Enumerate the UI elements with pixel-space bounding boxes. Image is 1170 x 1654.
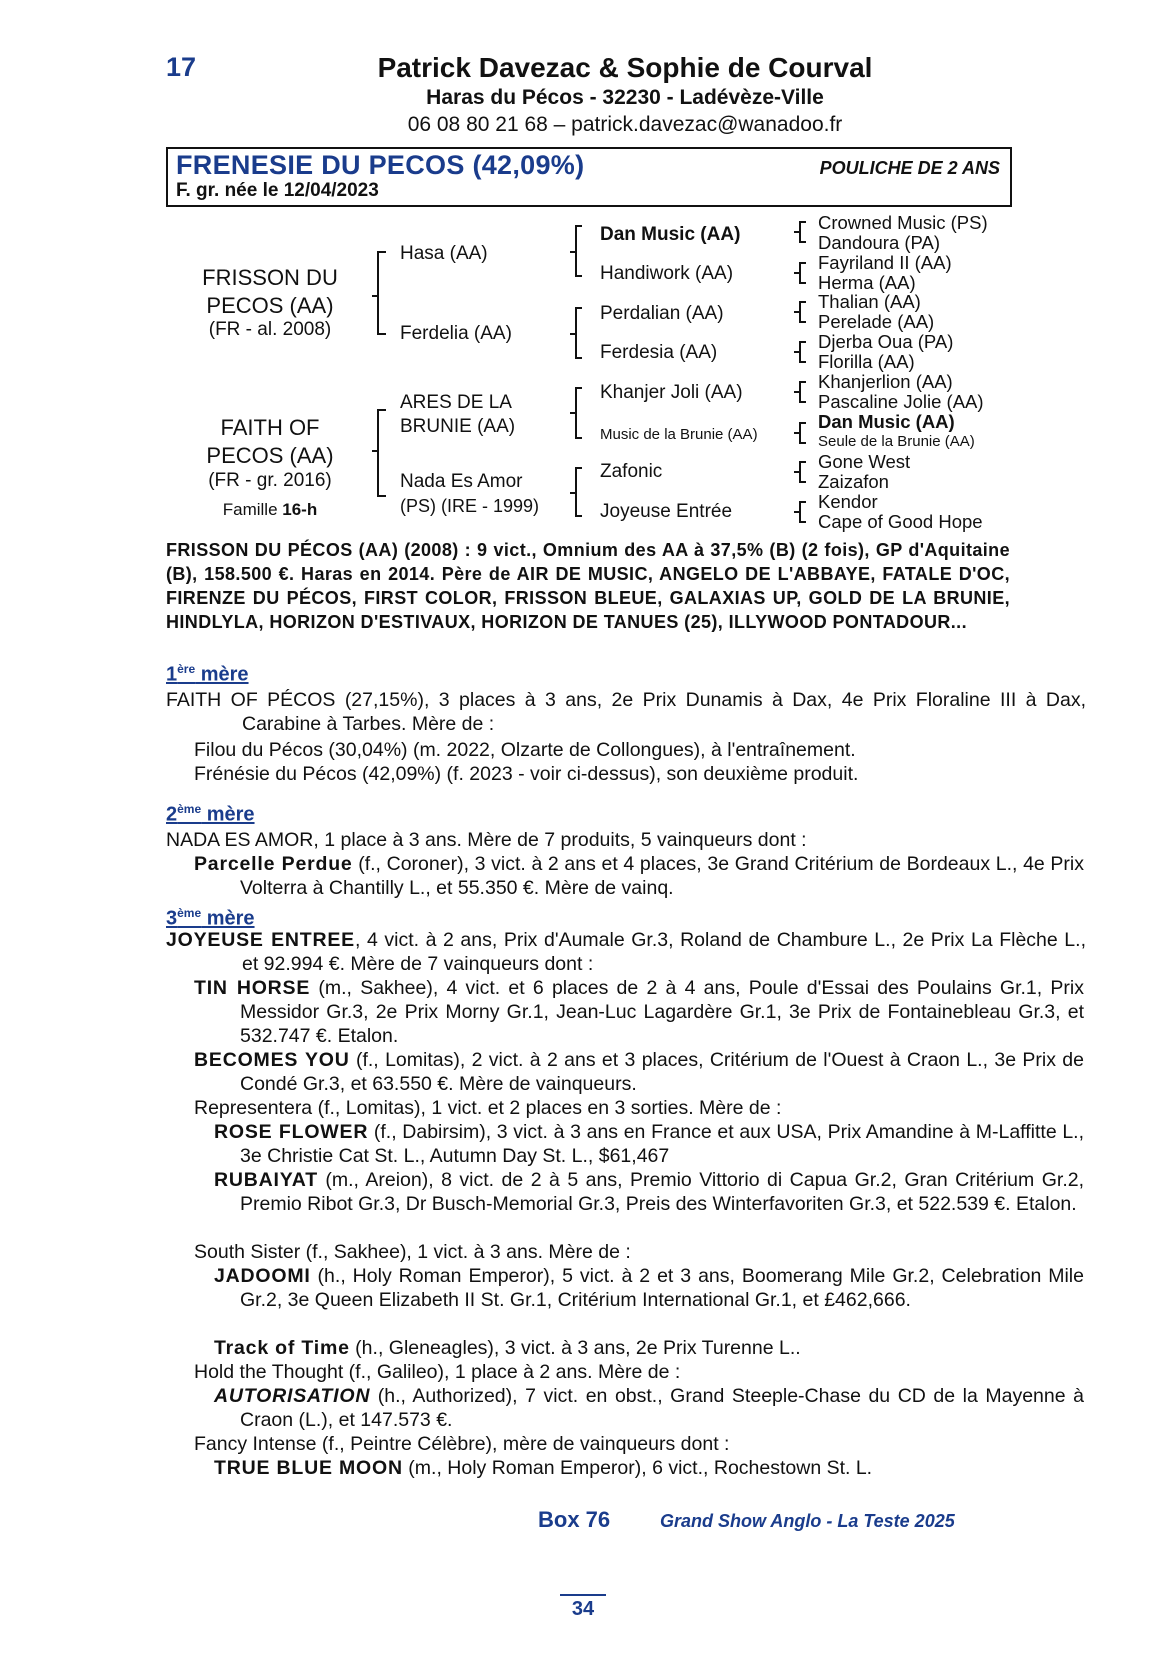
gen4-pair-6: Dan Music (AA) Seule de la Brunie (AA) — [818, 411, 975, 450]
produce-rose-flower: ROSE FLOWER (f., Dabirsim), 3 vict. à 3 ans en France et aux USA, Prix Amandine à M-Laffitte L., 3e Christie Cat St. L., Autumn Day St. L., $61,467 — [214, 1121, 1085, 1167]
dam-name — [180, 414, 360, 470]
gen3-4: Ferdesia (AA) — [600, 342, 718, 363]
dam-origin: (FR - gr. 2016) — [208, 470, 332, 491]
gen3-7: Zafonic — [600, 461, 663, 482]
gen4-pair-4: Djerba Oua (PA) Florilla (AA) — [818, 331, 954, 372]
produce-south-sister: South Sister (f., Sakhee), 1 vict. à 3 ans. Mère de : — [194, 1241, 631, 1263]
page-number: 34 — [571, 1598, 595, 1620]
sire-line1: FRISSON DU — [202, 265, 338, 290]
first-dam-produce-1: Filou du Pécos (30,04%) (m. 2022, Olzarte de Collongues), à l'entraînement. — [194, 739, 856, 761]
produce-autorisation: AUTORISATION (h., Authorized), 7 vict. en obst., Grand Steeple-Chase du CD de la Mayenne à Craon (L.), et 147.573 €. — [214, 1385, 1084, 1431]
dam-family: Famille 16-h — [222, 500, 318, 519]
footer-box-number: Box 76 — [538, 1507, 611, 1532]
gen3-2: Handiwork (AA) — [600, 263, 734, 284]
gen3-5: Khanjer Joli (AA) — [600, 382, 743, 403]
produce-fancy-intense: Fancy Intense (f., Peintre Célèbre), mère de vainqueurs dont : — [194, 1433, 730, 1455]
second-dam-heading: 2ème mère — [166, 802, 255, 826]
dam-line1: FAITH OF — [220, 415, 320, 440]
haras-address: Haras du Pécos - 32230 - Ladévèze-Ville — [426, 86, 824, 109]
sire-origin: (FR - al. 2008) — [208, 319, 332, 340]
gen4-pair-2: Fayriland II (AA) Herma (AA) — [818, 252, 952, 293]
third-dam-heading: 3ème mère — [166, 906, 255, 930]
horse-name: FRENESIE DU PECOS (42,09%) — [176, 150, 585, 180]
gen4-pair-5: Khanjerlion (AA) Pascaline Jolie (AA) — [818, 371, 984, 412]
gen4-pair-1: Crowned Music (PS) Dandoura (PA) — [818, 212, 988, 253]
produce-true-blue-moon: TRUE BLUE MOON (m., Holy Roman Emperor), 6 vict., Rochestown St. L. — [214, 1457, 873, 1479]
gen2-ss: Hasa (AA) — [400, 243, 488, 264]
lot-number: 17 — [166, 52, 197, 82]
third-dam-text: JOYEUSE ENTREE, 4 vict. à 2 ans, Prix d'Aumale Gr.3, Roland de Chambure L., 2e Prix La Flèche L., et 92.994 €. Mère de 7 vainqueurs dont : — [166, 929, 1086, 975]
gen2-ds: ARES DE LA BRUNIE (AA) — [400, 392, 516, 437]
sire-summary: FRISSON DU PÉCOS (AA) (2008) : 9 vict., Omnium des AA à 37,5% (B) (2 fois), GP d'Aquitaine (B), 158.500 €. Haras en 2014. Père de AIR DE MUSIC, ANGELO DE L'ABBAYE, FATALE D'OC, FIRENZE DU PÉCOS, FIRST COLOR, FRISSON BLEUE, GALAXIAS UP, GOLD DE LA BRUNIE, HINDLYLA, HORIZON D'ESTIVAUX, HORIZON DE TANUES (25), ILLYWOOD PONTADOUR... — [166, 540, 1010, 632]
gen3-6: Music de la Brunie (AA) — [600, 426, 758, 443]
gen2-sd: Ferdelia (AA) — [400, 323, 512, 344]
gen3-1: Dan Music (AA) — [600, 224, 741, 245]
dam-line2: PECOS (AA) — [206, 443, 334, 468]
page-number-rule — [560, 1594, 606, 1596]
pedigree-brackets — [0, 0, 1170, 540]
sire-line2: PECOS (AA) — [206, 293, 334, 318]
horse-sex-age: POULICHE DE 2 ANS — [819, 158, 1000, 178]
produce-representera: Representera (f., Lomitas), 1 vict. et 2 places en 3 sorties. Mère de : — [194, 1097, 782, 1119]
horse-birth: F. gr. née le 12/04/2023 — [176, 180, 379, 201]
produce-tin-horse: TIN HORSE (m., Sakhee), 4 vict. et 6 places de 2 à 4 ans, Poule d'Essai des Poulains Gr.1, Prix Messidor Gr.3, 2e Prix Morny Gr.1, Jean-Luc Lagardère Gr.1, 3e Prix de Fontainebleau Gr.3, et 532.747 €. Etalon. — [194, 977, 1084, 1047]
produce-rubaiyat: RUBAIYAT (m., Areion), 8 vict. de 2 à 5 ans, Premio Vittorio di Capua Gr.2, Gran Critérium Gr.2, Premio Ribot Gr.3, Dr Busch-Memorial Gr.3, Preis des Winterfavoriten Gr.3, et 522.539 €. Etalon. — [214, 1169, 1084, 1215]
second-dam-text: NADA ES AMOR, 1 place à 3 ans. Mère de 7 produits, 5 vainqueurs dont : — [166, 829, 807, 851]
second-dam-produce: Parcelle Perdue (f., Coroner), 3 vict. à 2 ans et 4 places, 3e Grand Critérium de Bordeaux L., 4e Prix Volterra à Chantilly L., et 55.350 €. Mère de vainq. — [194, 853, 1084, 899]
first-dam-text: FAITH OF PÉCOS (27,15%), 3 places à 3 ans, 2e Prix Dunamis à Dax, 4e Prix Floraline III à Dax, Carabine à Tarbes. Mère de : — [166, 689, 1086, 735]
sire-name — [180, 264, 360, 320]
contact-line: 06 08 80 21 68 – patrick.davezac@wanadoo.fr — [407, 113, 843, 136]
gen2-dd: Nada Es Amor (PS) (IRE - 1999) — [400, 471, 540, 516]
produce-track-of-time: Track of Time (h., Gleneagles), 3 vict. à 3 ans, 2e Prix Turenne L.. — [214, 1337, 801, 1359]
gen3-8: Joyeuse Entrée — [600, 501, 733, 522]
footer-event: Grand Show Anglo - La Teste 2025 — [660, 1511, 955, 1531]
gen4-pair-3: Thalian (AA) Perelade (AA) — [818, 291, 935, 332]
gen4-pair-8: Kendor Cape of Good Hope — [818, 491, 983, 532]
produce-becomes-you: BECOMES YOU (f., Lomitas), 2 vict. à 2 ans et 3 places, Critérium de l'Ouest à Craon L., 3e Prix de Condé Gr.3, et 63.550 €. Mère de vainqueurs. — [194, 1049, 1084, 1095]
produce-jadoomi: JADOOMI (h., Holy Roman Emperor), 5 vict. à 2 et 3 ans, Boomerang Mile Gr.2, Celebration Mile Gr.2, 3e Queen Elizabeth II St. Gr.1, Critérium International Gr.1, et £462,666. — [214, 1265, 1084, 1311]
owner-name: Patrick Davezac & Sophie de Courval — [377, 52, 873, 83]
gen4-pair-7: Gone West Zaizafon — [818, 451, 911, 492]
produce-hold-the-thought: Hold the Thought (f., Galileo), 1 place à 2 ans. Mère de : — [194, 1361, 681, 1383]
gen3-3: Perdalian (AA) — [600, 303, 724, 324]
first-dam-produce-2: Frénésie du Pécos (42,09%) (f. 2023 - voir ci-dessus), son deuxième produit. — [194, 763, 859, 785]
first-dam-heading: 1ère mère — [166, 662, 249, 686]
